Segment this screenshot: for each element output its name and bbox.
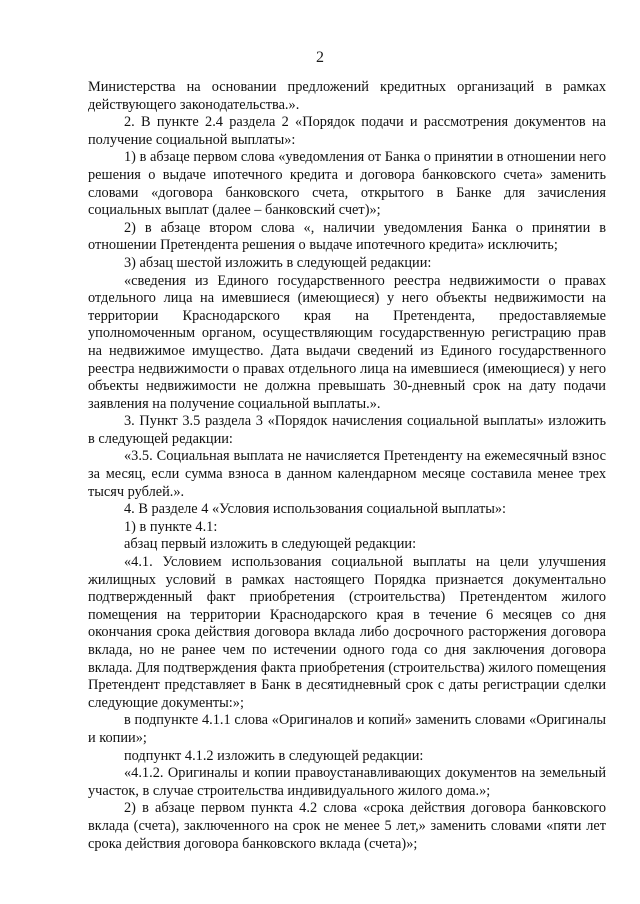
paragraph: 4. В разделе 4 «Условия использования социальной выплаты»: [124,501,507,518]
paragraph: 1) в пункте 4.1: [124,518,218,535]
paragraph: «4.1.2. Оригиналы и копии правоустанавливающих документов на земельный участок, в случае строительства индивидуального жилого дома.»; [88,765,606,799]
paragraph: абзац первый изложить в следующей редакции: [124,536,417,553]
document-body [88,79,606,853]
paragraph: «сведения из Единого государственного реестра недвижимости о правах отдельного лица на имевшиеся (имеющиеся) у него объекты недвижимости на территории Краснодарского края на Претендента, предоставляемые уполномоченным органом, осуществляющим государственную регистрацию прав на недвижимое имущество. Дата выдачи сведений из Единого государственного реестра недвижимости о правах отдельного лица на имевшиеся (имеющиеся) у него объекты недвижимости не должна превышать 30-дневный срок на дату подачи заявления на получение социальной выплаты.». [88,272,606,412]
paragraph: Министерства на основании предложений кредитных организаций в рамках действующего законодательства.». [88,79,606,113]
paragraph: «3.5. Социальная выплата не начисляется Претенденту на ежемесячный взнос за месяц, если сумма взноса в данном календарном месяце составила менее трех тысяч рублей.». [88,448,606,500]
paragraph: 3. Пункт 3.5 раздела 3 «Порядок начисления социальной выплаты» изложить в следующей редакции: [88,413,606,447]
paragraph: 2) в абзаце первом пункта 4.2 слова «срока действия договора банковского вклада (счета), заключенного на срок не менее 5 лет,» заменить словами «пяти лет срока действия договора банковского вклада (счета)»; [88,800,606,852]
paragraph: «4.1. Условием использования социальной выплаты на цели улучшения жилищных условий в рамках настоящего Порядка признается документально подтвержденный факт приобретения (строительства) Претендентом жилого помещения на территории Краснодарского края в течение 6 месяцев со дня окончания срока действия договора вклада либо досрочного расторжения договора вклада, но не ранее чем по истечении одного года со дня заключения договора вклада. Для подтверждения факта приобретения (строительства) жилого помещения Претендент представляет в Банк в десятидневный срок с даты регистрации сделки следующие документы:»; [88,554,606,711]
paragraph: 3) абзац шестой изложить в следующей редакции: [124,254,432,271]
paragraph: 2. В пункте 2.4 раздела 2 «Порядок подачи и рассмотрения документов на получение социальной выплаты»: [88,114,606,148]
paragraph: 2) в абзаце втором слова «, наличии уведомления Банка о принятии в отношении Претендента решения о выдаче ипотечного кредита» исключить; [88,219,606,254]
page-number: 2 [316,49,324,66]
paragraph: 1) в абзаце первом слова «уведомления от Банка о принятии в отношении него решения о выдаче ипотечного кредита и договора банковского счета» заменить словами «договора банковского счета, открытого в Банке для зачисления социальных выплат (далее – банковский счет)»; [88,149,606,219]
paragraph: подпункт 4.1.2 изложить в следующей редакции: [124,747,424,764]
paragraph: в подпункте 4.1.1 слова «Оригиналов и копий» заменить словами «Оригиналы и копии»; [88,712,606,746]
